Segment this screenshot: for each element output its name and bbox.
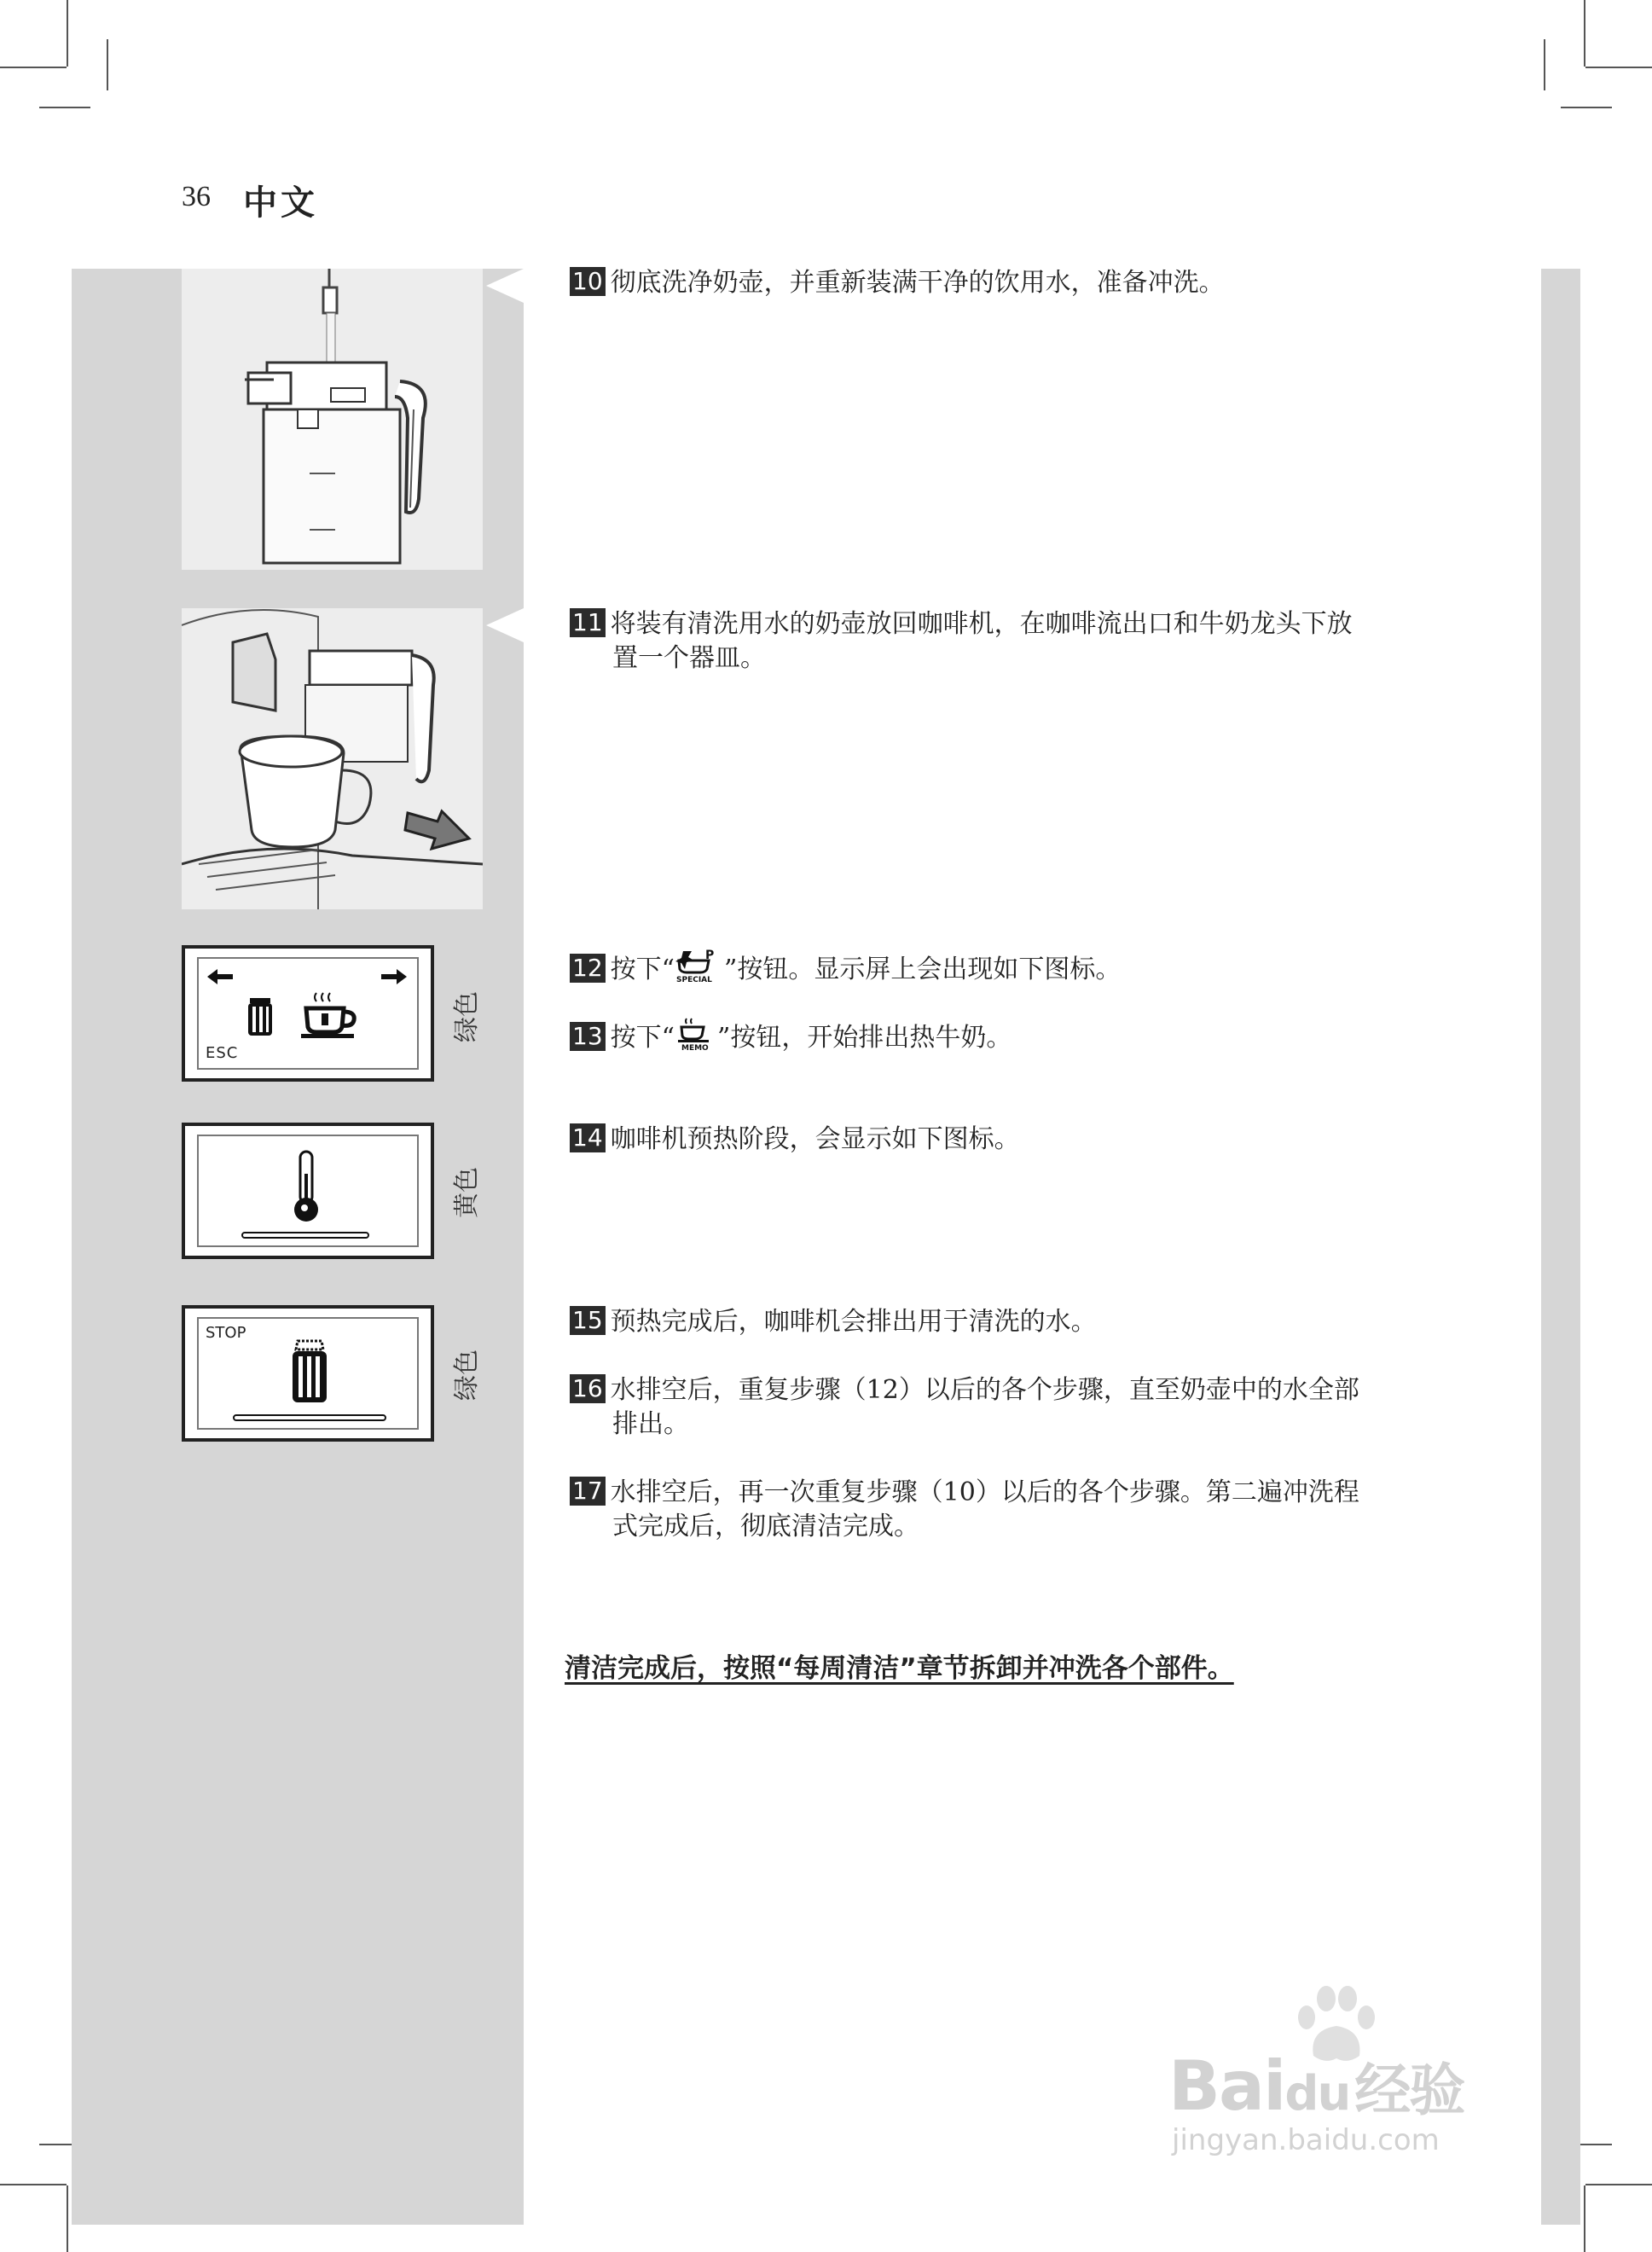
step-text: 预热完成后，咖啡机会排出用于清洗的水。 bbox=[610, 1307, 1097, 1337]
step-10 bbox=[570, 266, 1461, 300]
svg-text:P: P bbox=[704, 949, 715, 962]
display-color-label: 绿色 bbox=[452, 1349, 482, 1401]
watermark-brand-cn: 经验 bbox=[1354, 2058, 1464, 2123]
step-number: 15 bbox=[570, 1306, 606, 1335]
crop-mark bbox=[1584, 2185, 1585, 2252]
step-text-continued: 排出。 bbox=[612, 1409, 689, 1439]
step-text-continued: 置一个器皿。 bbox=[612, 643, 766, 673]
milk-jug-icon bbox=[289, 1338, 330, 1406]
crop-mark bbox=[67, 2185, 68, 2252]
lcd-display-milk-selection bbox=[182, 945, 434, 1082]
step-number: 12 bbox=[570, 954, 606, 983]
crop-mark bbox=[107, 39, 108, 90]
milk-jug-icon bbox=[243, 996, 277, 1037]
hot-milk-cup-icon bbox=[299, 990, 362, 1039]
progress-bar bbox=[233, 1414, 386, 1421]
display-color-label: 黄色 bbox=[452, 1167, 482, 1218]
watermark-brand bbox=[1168, 2045, 1464, 2126]
cleaning-note: 清洁完成后，按照“每周清洁”章节拆卸并冲洗各个部件。 bbox=[565, 1653, 1234, 1684]
step-text: 按下“ bbox=[610, 955, 675, 984]
crop-mark bbox=[1561, 107, 1612, 108]
pointer-notch bbox=[486, 269, 524, 303]
baidu-watermark bbox=[1168, 1983, 1552, 2157]
memo-button-icon bbox=[675, 1017, 717, 1060]
crop-mark bbox=[0, 2184, 67, 2185]
step-number: 10 bbox=[570, 267, 606, 296]
step-14 bbox=[570, 1123, 1461, 1157]
lcd-display-dispensing bbox=[182, 1305, 434, 1442]
display-color-label: 绿色 bbox=[452, 991, 482, 1042]
right-margin-band bbox=[1541, 269, 1580, 2225]
step-number: 14 bbox=[570, 1123, 606, 1152]
step-number: 11 bbox=[570, 608, 606, 637]
step-12 bbox=[570, 949, 1461, 992]
step-15 bbox=[570, 1305, 1461, 1339]
step-text: 咖啡机预热阶段，会显示如下图标。 bbox=[610, 1124, 1020, 1154]
crop-mark bbox=[1585, 2184, 1652, 2185]
step-text: ”按钮，开始排出热牛奶。 bbox=[716, 1023, 1012, 1053]
step-text: 水排空后，再一次重复步骤（10）以后的各个步骤。第二遍冲洗程 bbox=[610, 1477, 1359, 1507]
crop-mark bbox=[0, 67, 67, 68]
step-number: 16 bbox=[570, 1374, 606, 1403]
jug-on-machine-illustration bbox=[182, 608, 483, 909]
step-text: 按下“ bbox=[610, 1023, 675, 1053]
step-text-continued: 式完成后，彻底清洁完成。 bbox=[612, 1512, 919, 1541]
step-number: 17 bbox=[570, 1477, 606, 1506]
crop-mark bbox=[39, 107, 90, 108]
lcd-screen bbox=[197, 1317, 419, 1430]
lcd-display-preheating bbox=[182, 1123, 434, 1259]
watermark-brand-du: du bbox=[1284, 2066, 1350, 2121]
step-text: 水排空后，重复步骤（12）以后的各个步骤，直至奶壶中的水全部 bbox=[610, 1375, 1359, 1405]
language-heading: 中文 bbox=[243, 183, 318, 223]
pointer-notch bbox=[486, 608, 524, 642]
step-text: 彻底洗净奶壶，并重新装满干净的饮用水，准备冲洗。 bbox=[610, 268, 1225, 298]
crop-mark bbox=[1585, 67, 1652, 68]
arrow-left-icon bbox=[206, 967, 235, 986]
thermometer-icon bbox=[287, 1148, 325, 1228]
step-13 bbox=[570, 1017, 1461, 1060]
esc-label: ESC bbox=[206, 1044, 239, 1062]
special-button-icon bbox=[675, 949, 724, 992]
lcd-screen bbox=[197, 1135, 419, 1247]
stop-label: STOP bbox=[206, 1324, 246, 1342]
step-16 bbox=[570, 1373, 1461, 1442]
milk-jug-filling-illustration bbox=[182, 269, 483, 570]
step-17 bbox=[570, 1476, 1461, 1544]
watermark-url: jingyan.baidu.com bbox=[1172, 2123, 1440, 2157]
crop-mark bbox=[1584, 0, 1585, 67]
page-number: 36 bbox=[182, 181, 211, 212]
step-number: 13 bbox=[570, 1022, 606, 1051]
lcd-screen bbox=[197, 957, 419, 1070]
step-text: 将装有清洗用水的奶壶放回咖啡机，在咖啡流出口和牛奶龙头下放 bbox=[610, 609, 1353, 639]
crop-mark bbox=[67, 0, 68, 67]
arrow-right-icon bbox=[380, 967, 409, 986]
step-text: ”按钮。显示屏上会出现如下图标。 bbox=[723, 955, 1122, 984]
step-11 bbox=[570, 607, 1461, 676]
memo-button-label: MEMO bbox=[681, 1044, 709, 1051]
progress-bar bbox=[241, 1232, 369, 1239]
crop-mark bbox=[1544, 39, 1545, 90]
special-button-label: SPECIAL bbox=[675, 976, 712, 983]
watermark-brand-bai: Bai bbox=[1168, 2046, 1285, 2126]
